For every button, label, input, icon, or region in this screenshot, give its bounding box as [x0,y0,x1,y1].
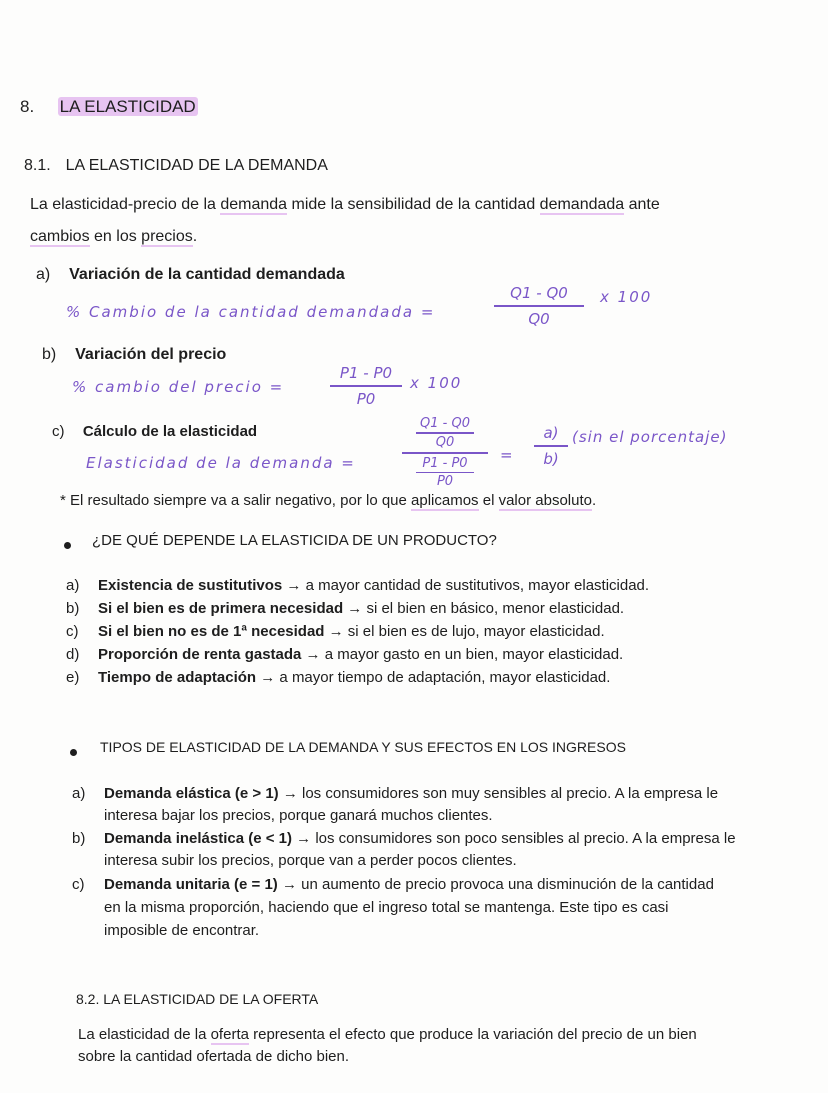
formula-c-ratio [534,424,568,468]
list-item-text: → un aumento de precio provoca una disminución de la cantidad [277,876,714,893]
list-item-bold: Si el bien es de primera necesidad [98,600,344,617]
list-item-bold: Demanda unitaria (e = 1) [104,876,278,893]
list-item [66,600,624,617]
intro-text: mide la sensibilidad de la cantidad [287,196,540,213]
list-item [66,577,649,594]
intro-text: ante [624,196,660,213]
list-item-text: → a mayor cantidad de sustitutivos, mayor elasticidad. [282,577,650,594]
supply-text: representa el efecto que produce la variación del precio de un bien [248,1026,697,1043]
intro-highlight-demandada: demandada [539,196,625,213]
formula-a-handwritten: % Cambio de la cantidad demandada = [66,303,436,321]
formula-b-denominator: P0 [356,389,376,408]
formula-a-denominator: Q0 [528,309,550,328]
list-item-continuation: imposible de encontrar. [104,922,260,939]
list-item-text: → los consumidores son muy sensibles al precio. A la empresa le [278,785,719,802]
bullet-icon [70,749,77,756]
section-heading [20,97,198,117]
fraction-bar [494,305,584,307]
supply-highlight-oferta: oferta [210,1026,249,1043]
list-item-label: b) [66,600,80,617]
intro-text: . [192,228,198,245]
list-item-bold: Proporción de renta gastada [98,646,302,663]
formula-b-numerator: P1 - P0 [339,364,393,382]
formula-b-multiplier: x 100 [410,374,463,392]
list-item-label: a) [66,577,80,594]
fraction-bar [416,472,474,474]
depends-heading: ¿DE QUÉ DEPENDE LA ELASTICIDA DE UN PRODUCTO? [92,532,497,549]
list-item [66,623,605,640]
formula-c-title: Cálculo de la elasticidad [82,423,258,440]
subsection-title: LA ELASTICIDAD DE LA DEMANDA [65,157,328,174]
formula-b-title: Variación del precio [75,346,227,363]
list-item-continuation: interesa bajar los precios, porque ganará muchos clientes. [104,807,493,824]
list-item [72,830,736,847]
section-title: LA ELASTICIDAD [59,97,196,116]
list-item-bold: Demanda inelástica (e < 1) [104,830,292,847]
list-item-continuation: en la misma proporción, haciendo que el ingreso total se mantenga. Este tipo es casi [104,899,669,916]
list-item-label: a) [72,785,86,802]
subsection-heading-supply: 8.2. LA ELASTICIDAD DE LA OFERTA [76,991,319,1007]
main-fraction-bar [402,452,488,454]
list-item-text: → si el bien en básico, menor elasticidad. [343,600,625,617]
list-item-label: c) [66,623,79,640]
intro-highlight-demanda: demanda [220,196,288,213]
absolute-value-note [60,492,596,509]
intro-line-2 [30,228,197,246]
formula-c-ratio-denominator: b) [543,449,559,468]
list-item-text: → los consumidores son poco sensibles al precio. A la empresa le [292,830,736,847]
formula-b-fraction [330,364,402,408]
list-item-label: d) [66,646,80,663]
formula-c-top-numerator: Q1 - Q0 [420,416,470,431]
supply-text: La elasticidad de la [78,1026,211,1043]
types-heading: TIPOS DE ELASTICIDAD DE LA DEMANDA Y SUS EFECTOS EN LOS INGRESOS [100,739,626,755]
list-item-label: e) [66,669,80,686]
list-item-continuation: interesa subir los precios, porque van a perder pocos clientes. [104,852,517,869]
intro-highlight-precios: precios [141,228,193,245]
formula-b-heading [42,346,226,364]
note-text: el [478,492,499,509]
fraction-bar [534,445,568,447]
list-item [72,876,714,893]
list-item-bold: Tiempo de adaptación [98,669,257,686]
list-item-bold: Existencia de sustitutivos [98,577,283,594]
list-item [66,669,610,686]
formula-a-heading [36,266,345,284]
formula-c-handwritten: Elasticidad de la demanda = [86,454,356,472]
formula-a-multiplier: x 100 [600,288,653,306]
list-item-bold: Si el bien no es de 1ª necesidad [98,623,325,640]
list-item-label: b) [72,830,86,847]
formula-c-note: (sin el porcentaje) [572,428,728,446]
formula-a-label: a) [36,266,51,283]
list-item-text: → a mayor tiempo de adaptación, mayor elasticidad. [256,669,611,686]
list-item-text: → si el bien es de lujo, mayor elasticidad. [324,623,605,640]
list-item-text: → a mayor gasto en un bien, mayor elasticidad. [301,646,624,663]
note-text: * El resultado siempre va a salir negativo, por lo que [60,492,412,509]
formula-b-handwritten: % cambio del precio = [72,378,285,396]
subsection-number: 8.1. [24,157,51,174]
formula-a-fraction [494,284,584,328]
note-highlight-aplicamos: aplicamos [411,492,479,509]
intro-text: en los [89,228,142,245]
formula-b-label: b) [42,346,57,363]
list-item [72,785,718,802]
fraction-bar [330,385,402,387]
note-highlight-valor-absoluto: valor absoluto [498,492,592,509]
intro-highlight-cambios: cambios [30,228,90,245]
intro-text: La elasticidad-precio de la [30,196,221,213]
formula-c-top-denominator: Q0 [435,434,455,450]
section-number: 8. [20,97,35,116]
formula-c-compound-fraction [402,416,488,489]
formula-c-bottom-numerator: P1 - P0 [422,455,468,471]
note-text: . [591,492,597,509]
formula-a-numerator: Q1 - Q0 [510,284,568,302]
intro-line-1 [30,196,660,214]
bullet-icon [64,542,71,549]
supply-line-2: sobre la cantidad ofertada de dicho bien. [78,1048,350,1065]
formula-c-equals: = [500,446,515,464]
formula-c-ratio-numerator: a) [543,424,559,442]
list-item-bold: Demanda elástica (e > 1) [104,785,279,802]
formula-c-heading [52,423,257,440]
list-item-label: c) [72,876,85,893]
fraction-bar [416,432,474,434]
list-item [66,646,623,663]
formula-a-title: Variación de la cantidad demandada [69,266,345,283]
supply-line-1 [78,1026,697,1043]
formula-c-bottom-denominator: P0 [436,474,454,489]
formula-c-label: c) [52,423,65,440]
subsection-heading-demand [24,157,328,175]
